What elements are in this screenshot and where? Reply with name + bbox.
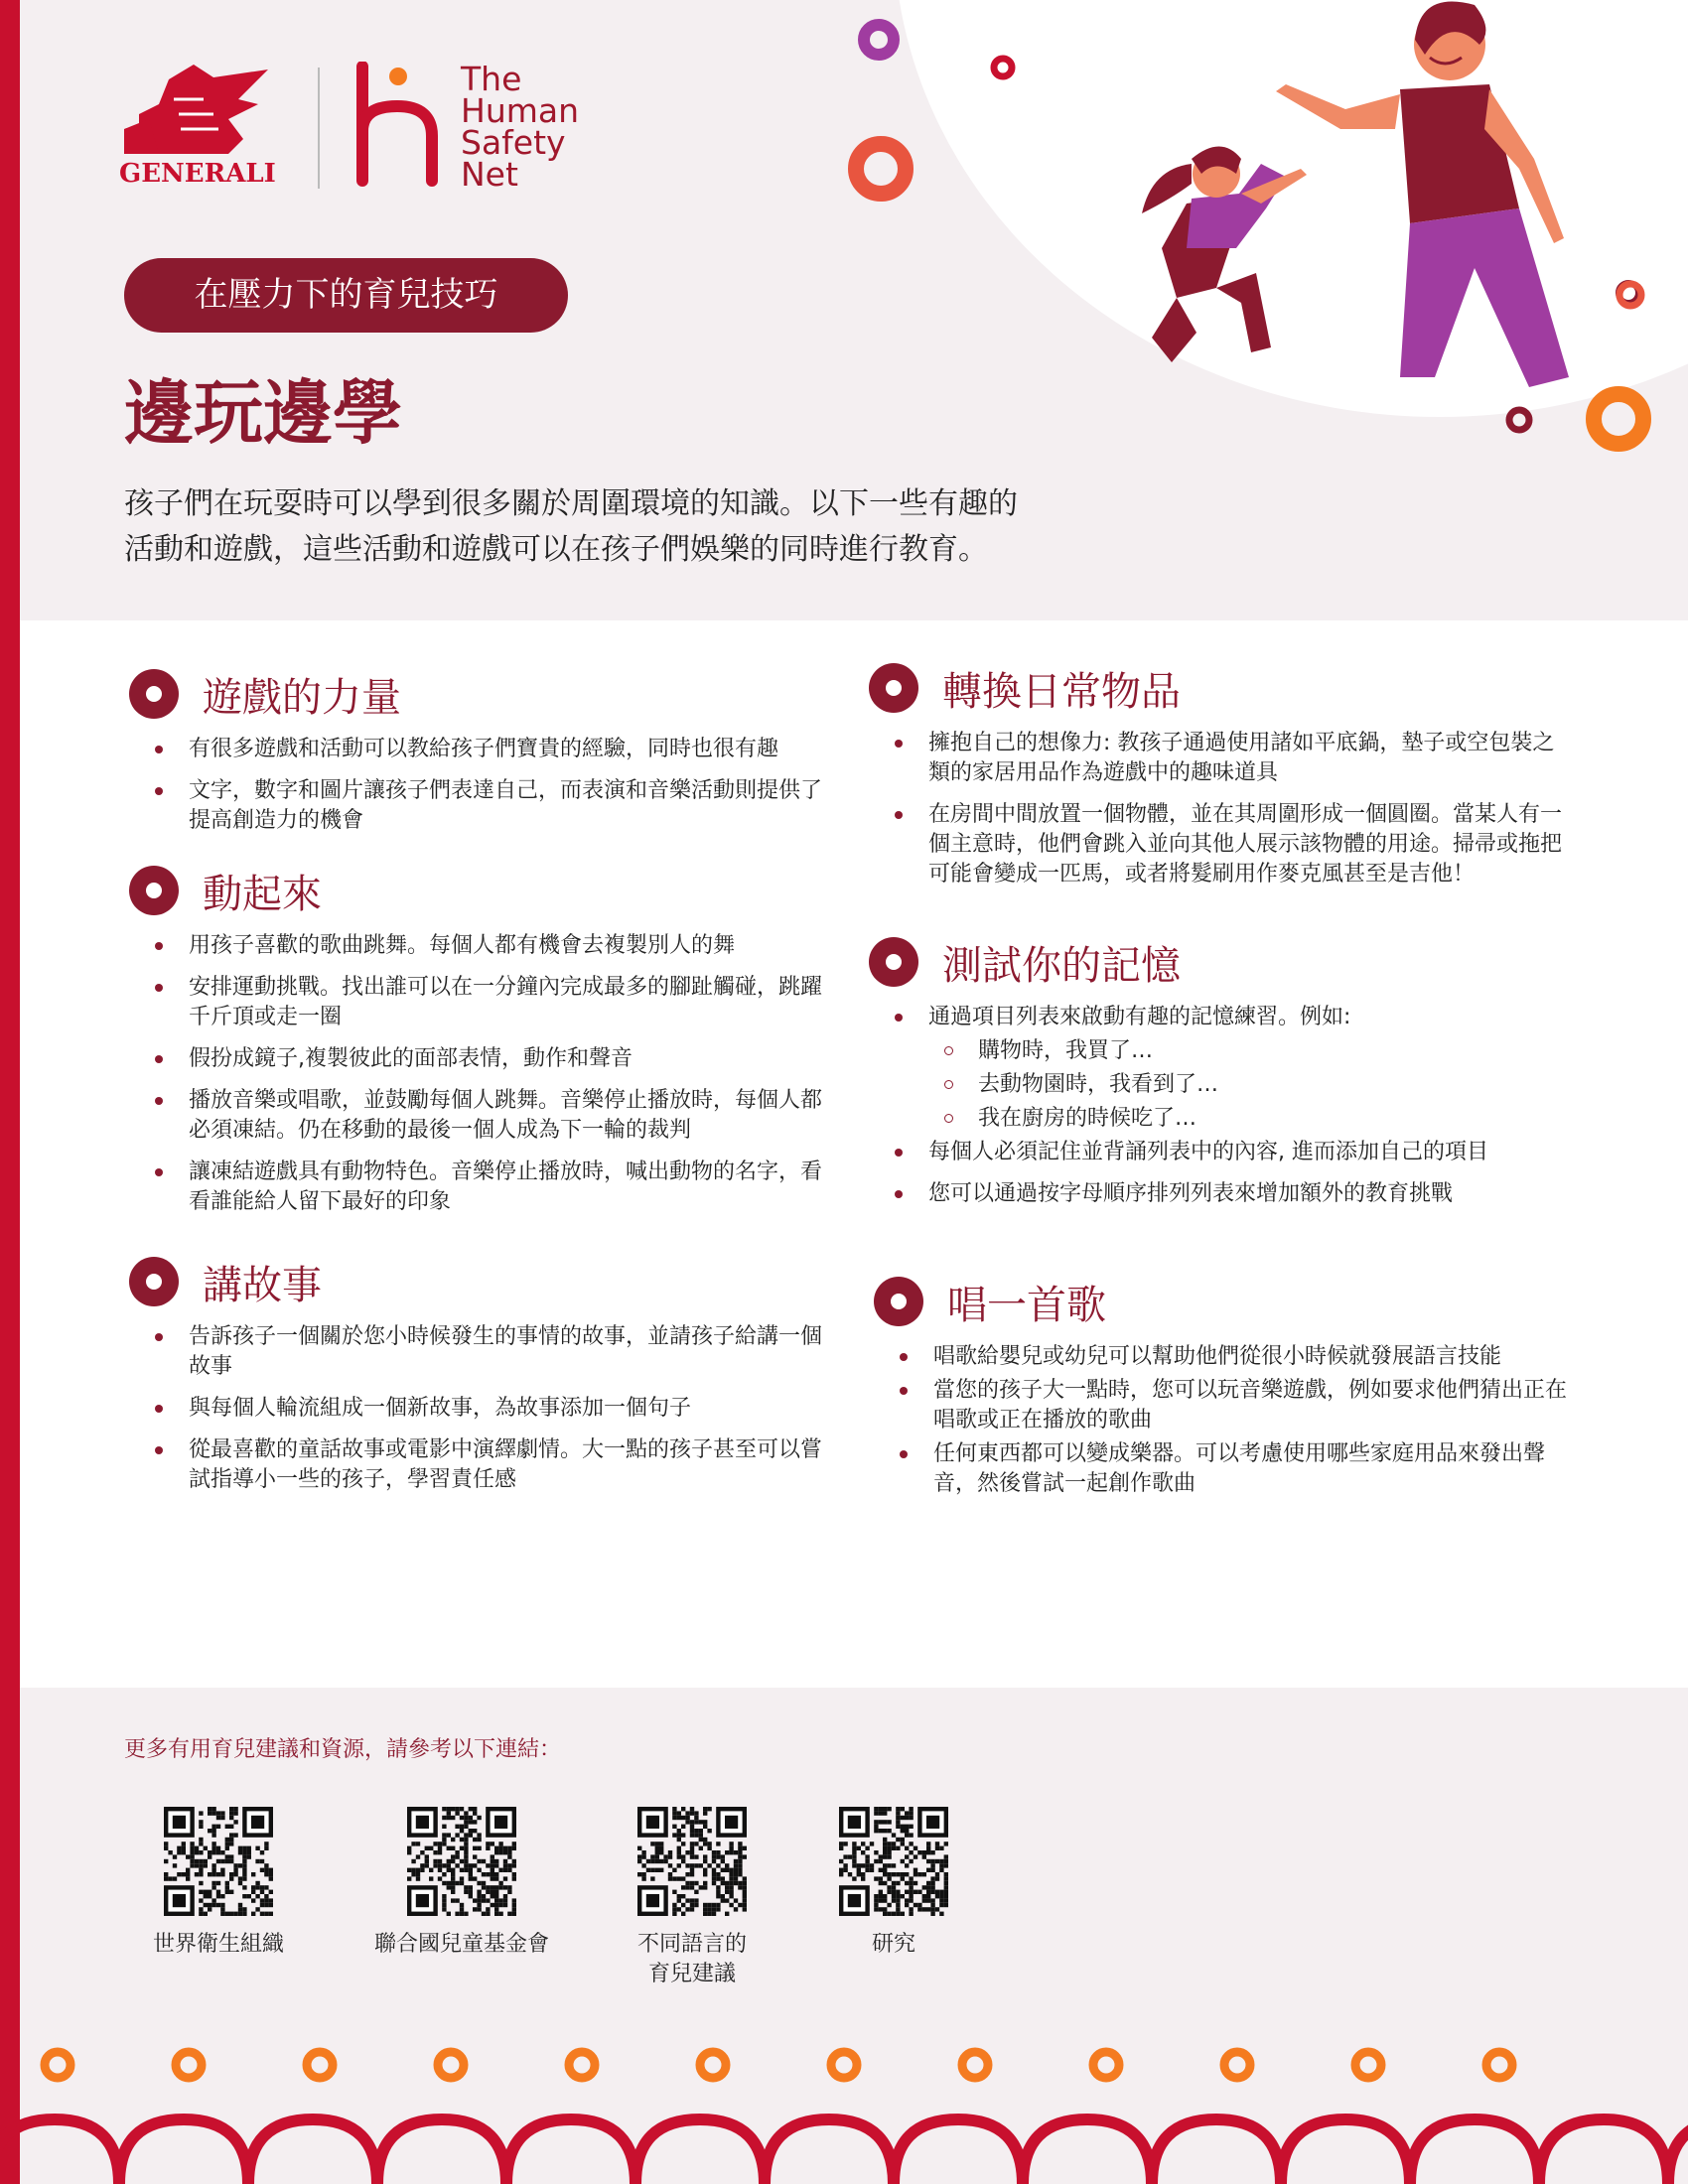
decorative-dot [176, 2052, 202, 2078]
list-item: 通過項目列表來啟動有趣的記憶練習。例如: [928, 1003, 1564, 1032]
decorative-arch [119, 2119, 248, 2184]
qr-label: 研究 [871, 1932, 915, 1957]
decorative-arch [0, 2119, 119, 2184]
decorative-dot [307, 2052, 333, 2078]
human-safety-net-h-icon [352, 62, 462, 191]
section-power-of-play [129, 663, 824, 848]
decorative-dot [45, 2052, 70, 2078]
decorative-arch [765, 2119, 894, 2184]
qr-label: 聯合國兒童基金會 [373, 1932, 549, 1957]
footer-lead-text: 更多有用育兒建議和資源，請參考以下連結： [124, 1737, 562, 1762]
list-item: 文字，數字和圖片讓孩子們表達自己，而表演和音樂活動則提供了提高創造力的機會 [189, 776, 824, 836]
footer-decorative-border [0, 2045, 1688, 2184]
list-item: 假扮成鏡子,複製彼此的面部表情，動作和聲音 [189, 1044, 824, 1074]
decorative-dot [569, 2052, 595, 2078]
section-sing [874, 1271, 1569, 1503]
decorative-dot [1355, 2052, 1381, 2078]
list-item: 告訴孩子一個關於您小時候發生的事情的故事，並請孩子給講一個故事 [189, 1322, 824, 1382]
section-storytelling [129, 1251, 824, 1507]
list-item: 您可以通過按字母順序排列列表來增加額外的教育挑戰 [928, 1179, 1564, 1209]
human-safety-net-wordmark: The Human Safety Net [461, 60, 580, 194]
decorative-arch [1152, 2119, 1281, 2184]
list-subitem: 我在廚房的時候吃了… [928, 1104, 1564, 1134]
list-item: 安排運動挑戰。找出誰可以在一分鐘內完成最多的腳趾觸碰，跳躍千斤頂或走一圈 [189, 973, 824, 1032]
decorative-arch [894, 2119, 1023, 2184]
generali-wordmark: GENERALI [119, 159, 276, 189]
section-bullet-icon [129, 1257, 179, 1306]
list-item: 每個人必須記住並背誦列表中的內容, 進而添加自己的項目 [928, 1138, 1564, 1167]
intro-paragraph: 孩子們在玩耍時可以學到很多關於周圍環境的知識。以下一些有趣的 活動和遊戲，這些活動和遊戲可以在孩子們娛樂的同時進行教育。 [124, 486, 1018, 567]
list-item: 當您的孩子大一點時，您可以玩音樂遊戲，例如要求他們猜出正在唱歌或正在播放的歌曲 [933, 1376, 1569, 1435]
section-title: 唱一首歌 [947, 1282, 1106, 1328]
qr-research[interactable] [784, 1807, 1003, 1960]
qr-code-icon[interactable] [164, 1807, 273, 1916]
decorative-arch [635, 2119, 765, 2184]
list-item: 與每個人輪流組成一個新故事，為故事添加一個句子 [189, 1394, 824, 1424]
section-bullet-icon [869, 937, 918, 987]
left-accent-bar [0, 0, 20, 2184]
section-bullet-icon [129, 669, 179, 719]
section-title: 轉換日常物品 [942, 668, 1181, 715]
decorative-arch [1281, 2119, 1410, 2184]
decorative-dot [1224, 2052, 1250, 2078]
decorative-dot [700, 2052, 726, 2078]
list-subitem: 購物時，我買了… [928, 1036, 1564, 1066]
decorative-arch [1410, 2119, 1539, 2184]
decorative-dot [1486, 2052, 1512, 2078]
section-memory [869, 931, 1564, 1221]
section-bullet-icon [869, 663, 918, 713]
qr-who[interactable] [109, 1807, 328, 1960]
list-item: 有很多遊戲和活動可以教給孩子們寶貴的經驗，同時也很有趣 [189, 735, 824, 764]
section-title: 動起來 [203, 871, 322, 917]
section-title: 講故事 [203, 1262, 322, 1308]
section-title: 遊戲的力量 [203, 674, 401, 721]
brand-logos [119, 60, 596, 199]
qr-parenting-languages[interactable] [583, 1807, 801, 1989]
decorative-arch [248, 2119, 377, 2184]
qr-label: 世界衛生組織 [152, 1932, 284, 1957]
list-item: 從最喜歡的童話故事或電影中演繹劇情。大一點的孩子甚至可以嘗試指導小一些的孩子，學習責任感 [189, 1435, 824, 1495]
qr-code-icon[interactable] [839, 1807, 948, 1916]
section-bullet-icon [874, 1277, 923, 1326]
topic-pill-label: 在壓力下的育兒技巧 [124, 258, 568, 333]
list-item: 讓凍結遊戲具有動物特色。音樂停止播放時，喊出動物的名字，看看誰能給人留下最好的印象 [189, 1158, 824, 1217]
list-item: 唱歌給嬰兒或幼兒可以幫助他們從很小時候就發展語言技能 [933, 1342, 1569, 1372]
section-transform-objects [869, 657, 1564, 901]
decorative-arch [377, 2119, 506, 2184]
page-title: 邊玩邊學 [124, 372, 402, 454]
decorative-arch [506, 2119, 635, 2184]
section-bullet-icon [129, 866, 179, 915]
list-subitem: 去動物園時，我看到了… [928, 1070, 1564, 1100]
generali-lion-icon [119, 60, 278, 159]
qr-label: 不同語言的 育兒建議 [636, 1932, 747, 1986]
decorative-dot [1093, 2052, 1119, 2078]
qr-code-icon[interactable] [407, 1807, 516, 1916]
decorative-dot [438, 2052, 464, 2078]
qr-code-icon[interactable] [637, 1807, 747, 1916]
logo-divider [318, 68, 320, 189]
decorative-dot [962, 2052, 988, 2078]
decorative-arch [1539, 2119, 1668, 2184]
decorative-dot [831, 2052, 857, 2078]
qr-unicef[interactable] [352, 1807, 571, 1960]
section-title: 測試你的記憶 [942, 942, 1181, 989]
list-item: 在房間中間放置一個物體，並在其周圍形成一個圓圈。當某人有一個主意時，他們會跳入並向其他人展示該物體的用途。掃帚或拖把可能會變成一匹馬，或者將髮刷用作麥克風甚至是吉他！ [928, 800, 1564, 889]
list-item: 播放音樂或唱歌，並鼓勵每個人跳舞。音樂停止播放時，每個人都必須凍結。仍在移動的最後一個人成為下一輪的裁判 [189, 1086, 824, 1146]
section-get-moving [129, 860, 824, 1229]
list-item: 任何東西都可以變成樂器。可以考慮使用哪些家庭用品來發出聲音，然後嘗試一起創作歌曲 [933, 1439, 1569, 1499]
decorative-arch [1023, 2119, 1152, 2184]
list-item: 擁抱自己的想像力: 教孩子通過使用諸如平底鍋，墊子或空包裝之類的家居用品作為遊戲中的趣味道具 [928, 729, 1564, 788]
hero-decorative-circles [834, 10, 1688, 457]
decorative-arch [1668, 2119, 1688, 2184]
list-item: 用孩子喜歡的歌曲跳舞。每個人都有機會去複製別人的舞 [189, 931, 824, 961]
